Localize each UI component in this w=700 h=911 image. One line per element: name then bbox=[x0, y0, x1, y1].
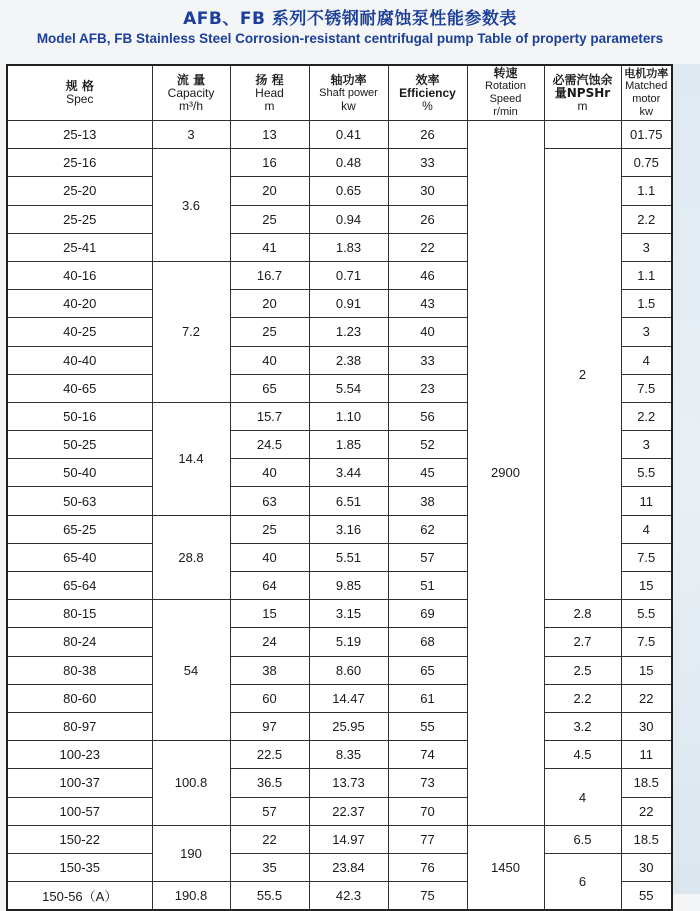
cell-head: 15.7 bbox=[230, 402, 309, 430]
cell-shaft: 1.10 bbox=[309, 402, 388, 430]
cell-motor: 2.2 bbox=[621, 205, 672, 233]
cell-speed-group: 2900 bbox=[467, 121, 544, 826]
table-row bbox=[7, 149, 672, 177]
header-npsh-unit: m bbox=[577, 98, 588, 113]
cell-motor: 5.5 bbox=[621, 600, 672, 628]
cell-eff: 33 bbox=[388, 149, 467, 177]
cell-capacity-group: 7.2 bbox=[152, 261, 230, 402]
cell-shaft: 22.37 bbox=[309, 797, 388, 825]
header-shaft-cn: 轴功率 bbox=[330, 72, 367, 87]
cell-npsh: 3.2 bbox=[544, 712, 621, 740]
cell-shaft: 8.60 bbox=[309, 656, 388, 684]
table-row bbox=[7, 684, 672, 712]
header-speed-en1: Rotation bbox=[485, 80, 526, 92]
header-shaft-power bbox=[309, 65, 388, 121]
cell-shaft: 0.65 bbox=[309, 177, 388, 205]
cell-head: 16.7 bbox=[230, 261, 309, 289]
table-row bbox=[7, 853, 672, 881]
header-shaft-unit: kw bbox=[341, 98, 356, 113]
cell-capacity: 3 bbox=[152, 121, 230, 149]
header-speed bbox=[467, 65, 544, 121]
cell-spec: 25-41 bbox=[7, 233, 152, 261]
cell-shaft: 9.85 bbox=[309, 572, 388, 600]
cell-shaft: 23.84 bbox=[309, 853, 388, 881]
cell-eff: 62 bbox=[388, 515, 467, 543]
cell-eff: 22 bbox=[388, 233, 467, 261]
cell-capacity-group: 14.4 bbox=[152, 402, 230, 515]
cell-head: 35 bbox=[230, 853, 309, 881]
property-table bbox=[6, 64, 673, 911]
cell-speed-group: 1450 bbox=[467, 825, 544, 910]
cell-motor: 0.75 bbox=[621, 149, 672, 177]
cell-spec: 50-63 bbox=[7, 487, 152, 515]
cell-spec: 40-65 bbox=[7, 374, 152, 402]
cell-eff: 68 bbox=[388, 628, 467, 656]
cell-shaft: 25.95 bbox=[309, 712, 388, 740]
header-spec-en: Spec bbox=[66, 92, 94, 106]
cell-spec: 25-20 bbox=[7, 177, 152, 205]
cell-head: 36.5 bbox=[230, 769, 309, 797]
cell-motor: 30 bbox=[621, 853, 672, 881]
cell-head: 64 bbox=[230, 572, 309, 600]
cell-eff: 70 bbox=[388, 797, 467, 825]
cell-spec: 80-15 bbox=[7, 600, 152, 628]
cell-spec: 50-16 bbox=[7, 402, 152, 430]
cell-motor: 22 bbox=[621, 684, 672, 712]
cell-motor: 15 bbox=[621, 656, 672, 684]
cell-head: 41 bbox=[230, 233, 309, 261]
cell-shaft: 8.35 bbox=[309, 741, 388, 769]
cell-motor: 1.1 bbox=[621, 177, 672, 205]
cell-eff: 55 bbox=[388, 712, 467, 740]
cell-npsh: 2.8 bbox=[544, 600, 621, 628]
cell-head: 20 bbox=[230, 177, 309, 205]
header-head-en: Head bbox=[255, 85, 284, 100]
table-row bbox=[7, 712, 672, 740]
header-motor bbox=[621, 65, 672, 121]
header-npsh bbox=[544, 65, 621, 121]
cell-eff: 57 bbox=[388, 543, 467, 571]
cell-motor: 3 bbox=[621, 318, 672, 346]
cell-motor: 18.5 bbox=[621, 769, 672, 797]
cell-head: 65 bbox=[230, 374, 309, 402]
cell-spec: 40-25 bbox=[7, 318, 152, 346]
cell-motor: 01.75 bbox=[621, 121, 672, 149]
cell-head: 13 bbox=[230, 121, 309, 149]
table-row bbox=[7, 741, 672, 769]
cell-spec: 25-13 bbox=[7, 121, 152, 149]
cell-spec: 50-40 bbox=[7, 459, 152, 487]
cell-shaft: 2.38 bbox=[309, 346, 388, 374]
header-row bbox=[7, 65, 672, 121]
cell-capacity-group: 28.8 bbox=[152, 515, 230, 600]
cell-eff: 75 bbox=[388, 882, 467, 911]
cell-capacity: 190.8 bbox=[152, 882, 230, 911]
cell-motor: 4 bbox=[621, 515, 672, 543]
header-capacity-unit: m³/h bbox=[179, 98, 203, 113]
page-title-cn: AFB、FB 系列不锈钢耐腐蚀泵性能参数表 bbox=[183, 9, 517, 29]
header-speed-cn: 转速 bbox=[493, 66, 518, 80]
table-row bbox=[7, 628, 672, 656]
cell-spec: 100-57 bbox=[7, 797, 152, 825]
cell-eff: 76 bbox=[388, 853, 467, 881]
header-head-cn: 扬 程 bbox=[255, 72, 284, 87]
cell-head: 97 bbox=[230, 712, 309, 740]
cell-spec: 50-25 bbox=[7, 431, 152, 459]
header-motor-cn: 电机功率 bbox=[624, 67, 669, 80]
cell-head: 60 bbox=[230, 684, 309, 712]
header-capacity-en: Capacity bbox=[167, 85, 215, 100]
table-row bbox=[7, 769, 672, 797]
header-motor-en2: motor bbox=[632, 93, 661, 105]
cell-eff: 26 bbox=[388, 121, 467, 149]
cell-npsh: 2.2 bbox=[544, 684, 621, 712]
cell-shaft: 14.47 bbox=[309, 684, 388, 712]
cell-npsh-group: 4 bbox=[544, 769, 621, 825]
cell-capacity-group: 3.6 bbox=[152, 149, 230, 262]
cell-eff: 56 bbox=[388, 402, 467, 430]
cell-shaft: 0.91 bbox=[309, 290, 388, 318]
cell-head: 63 bbox=[230, 487, 309, 515]
cell-spec: 80-60 bbox=[7, 684, 152, 712]
header-spec-cn: 规 格 bbox=[65, 79, 94, 93]
cell-head: 24 bbox=[230, 628, 309, 656]
background-edge bbox=[672, 64, 700, 894]
cell-head: 20 bbox=[230, 290, 309, 318]
cell-spec: 80-24 bbox=[7, 628, 152, 656]
cell-motor: 7.5 bbox=[621, 374, 672, 402]
cell-eff: 52 bbox=[388, 431, 467, 459]
cell-eff: 38 bbox=[388, 487, 467, 515]
header-head-unit: m bbox=[264, 98, 275, 113]
cell-eff: 65 bbox=[388, 656, 467, 684]
cell-eff: 61 bbox=[388, 684, 467, 712]
cell-shaft: 0.71 bbox=[309, 261, 388, 289]
cell-eff: 45 bbox=[388, 459, 467, 487]
cell-spec: 100-37 bbox=[7, 769, 152, 797]
cell-shaft: 5.51 bbox=[309, 543, 388, 571]
cell-head: 38 bbox=[230, 656, 309, 684]
cell-shaft: 3.16 bbox=[309, 515, 388, 543]
cell-eff: 46 bbox=[388, 261, 467, 289]
cell-npsh: 2.5 bbox=[544, 656, 621, 684]
cell-motor: 1.1 bbox=[621, 261, 672, 289]
header-eff-cn: 效率 bbox=[415, 72, 440, 87]
header-speed-unit: r/min bbox=[493, 106, 518, 118]
header-efficiency bbox=[388, 65, 467, 121]
cell-eff: 69 bbox=[388, 600, 467, 628]
cell-spec: 40-20 bbox=[7, 290, 152, 318]
header-head bbox=[230, 65, 309, 121]
cell-npsh: 6.5 bbox=[544, 825, 621, 853]
cell-head: 40 bbox=[230, 543, 309, 571]
header-motor-unit: kw bbox=[639, 106, 653, 118]
cell-shaft: 13.73 bbox=[309, 769, 388, 797]
cell-shaft: 5.19 bbox=[309, 628, 388, 656]
cell-head: 25 bbox=[230, 205, 309, 233]
cell-head: 40 bbox=[230, 459, 309, 487]
cell-motor: 11 bbox=[621, 741, 672, 769]
cell-head: 57 bbox=[230, 797, 309, 825]
cell-motor: 7.5 bbox=[621, 543, 672, 571]
cell-eff: 51 bbox=[388, 572, 467, 600]
cell-motor: 3 bbox=[621, 233, 672, 261]
cell-shaft: 14.97 bbox=[309, 825, 388, 853]
cell-npsh-empty bbox=[544, 121, 621, 149]
cell-eff: 26 bbox=[388, 205, 467, 233]
cell-eff: 73 bbox=[388, 769, 467, 797]
cell-npsh: 4.5 bbox=[544, 741, 621, 769]
header-shaft-en: Shaft power bbox=[319, 86, 378, 99]
cell-spec: 65-25 bbox=[7, 515, 152, 543]
cell-shaft: 3.44 bbox=[309, 459, 388, 487]
cell-spec: 150-22 bbox=[7, 825, 152, 853]
cell-spec: 80-38 bbox=[7, 656, 152, 684]
header-capacity bbox=[152, 65, 230, 121]
cell-head: 25 bbox=[230, 318, 309, 346]
table-row bbox=[7, 600, 672, 628]
cell-eff: 77 bbox=[388, 825, 467, 853]
cell-spec: 25-25 bbox=[7, 205, 152, 233]
header-speed-en2: Speed bbox=[489, 93, 522, 105]
cell-head: 24.5 bbox=[230, 431, 309, 459]
cell-motor: 4 bbox=[621, 346, 672, 374]
cell-shaft: 1.23 bbox=[309, 318, 388, 346]
cell-npsh-group: 2 bbox=[544, 149, 621, 600]
cell-motor: 5.5 bbox=[621, 459, 672, 487]
cell-spec: 25-16 bbox=[7, 149, 152, 177]
header-eff-en: Efficiency bbox=[399, 85, 456, 100]
cell-eff: 30 bbox=[388, 177, 467, 205]
header-npsh-cn: 必需汽蚀余 bbox=[552, 72, 613, 87]
cell-motor: 30 bbox=[621, 712, 672, 740]
cell-head: 15 bbox=[230, 600, 309, 628]
cell-capacity-group: 190 bbox=[152, 825, 230, 881]
cell-shaft: 0.48 bbox=[309, 149, 388, 177]
cell-motor: 22 bbox=[621, 797, 672, 825]
cell-capacity-group: 54 bbox=[152, 600, 230, 741]
cell-shaft: 42.3 bbox=[309, 882, 388, 911]
cell-shaft: 0.41 bbox=[309, 121, 388, 149]
cell-motor: 18.5 bbox=[621, 825, 672, 853]
cell-head: 55.5 bbox=[230, 882, 309, 911]
cell-head: 22.5 bbox=[230, 741, 309, 769]
cell-shaft: 5.54 bbox=[309, 374, 388, 402]
cell-capacity-group: 100.8 bbox=[152, 741, 230, 826]
cell-head: 16 bbox=[230, 149, 309, 177]
cell-eff: 23 bbox=[388, 374, 467, 402]
cell-eff: 40 bbox=[388, 318, 467, 346]
cell-spec: 150-35 bbox=[7, 853, 152, 881]
cell-spec: 40-40 bbox=[7, 346, 152, 374]
cell-npsh-group: 6 bbox=[544, 853, 621, 910]
cell-spec: 65-40 bbox=[7, 543, 152, 571]
cell-eff: 33 bbox=[388, 346, 467, 374]
cell-spec: 80-97 bbox=[7, 712, 152, 740]
cell-shaft: 0.94 bbox=[309, 205, 388, 233]
header-spec bbox=[7, 65, 152, 121]
cell-spec: 65-64 bbox=[7, 572, 152, 600]
cell-spec: 100-23 bbox=[7, 741, 152, 769]
cell-head: 22 bbox=[230, 825, 309, 853]
cell-shaft: 6.51 bbox=[309, 487, 388, 515]
header-capacity-cn: 流 量 bbox=[176, 72, 206, 87]
cell-head: 25 bbox=[230, 515, 309, 543]
header-motor-en1: Matched bbox=[625, 80, 668, 92]
header-eff-unit: % bbox=[422, 98, 433, 113]
cell-spec: 40-16 bbox=[7, 261, 152, 289]
cell-motor: 11 bbox=[621, 487, 672, 515]
table-row bbox=[7, 825, 672, 853]
cell-eff: 74 bbox=[388, 741, 467, 769]
cell-spec: 150-56（A） bbox=[7, 882, 152, 911]
cell-motor: 15 bbox=[621, 572, 672, 600]
header-npsh-cn2: 量NPSHr bbox=[554, 85, 611, 100]
cell-motor: 55 bbox=[621, 882, 672, 911]
cell-npsh: 2.7 bbox=[544, 628, 621, 656]
cell-motor: 1.5 bbox=[621, 290, 672, 318]
cell-shaft: 1.85 bbox=[309, 431, 388, 459]
cell-shaft: 1.83 bbox=[309, 233, 388, 261]
cell-motor: 3 bbox=[621, 431, 672, 459]
page-title-en: Model AFB, FB Stainless Steel Corrosion-resistant centrifugal pump Table of property parameters bbox=[36, 31, 664, 46]
table-row bbox=[7, 121, 672, 149]
table-row bbox=[7, 656, 672, 684]
cell-motor: 7.5 bbox=[621, 628, 672, 656]
cell-head: 40 bbox=[230, 346, 309, 374]
cell-eff: 43 bbox=[388, 290, 467, 318]
cell-motor: 2.2 bbox=[621, 402, 672, 430]
cell-shaft: 3.15 bbox=[309, 600, 388, 628]
